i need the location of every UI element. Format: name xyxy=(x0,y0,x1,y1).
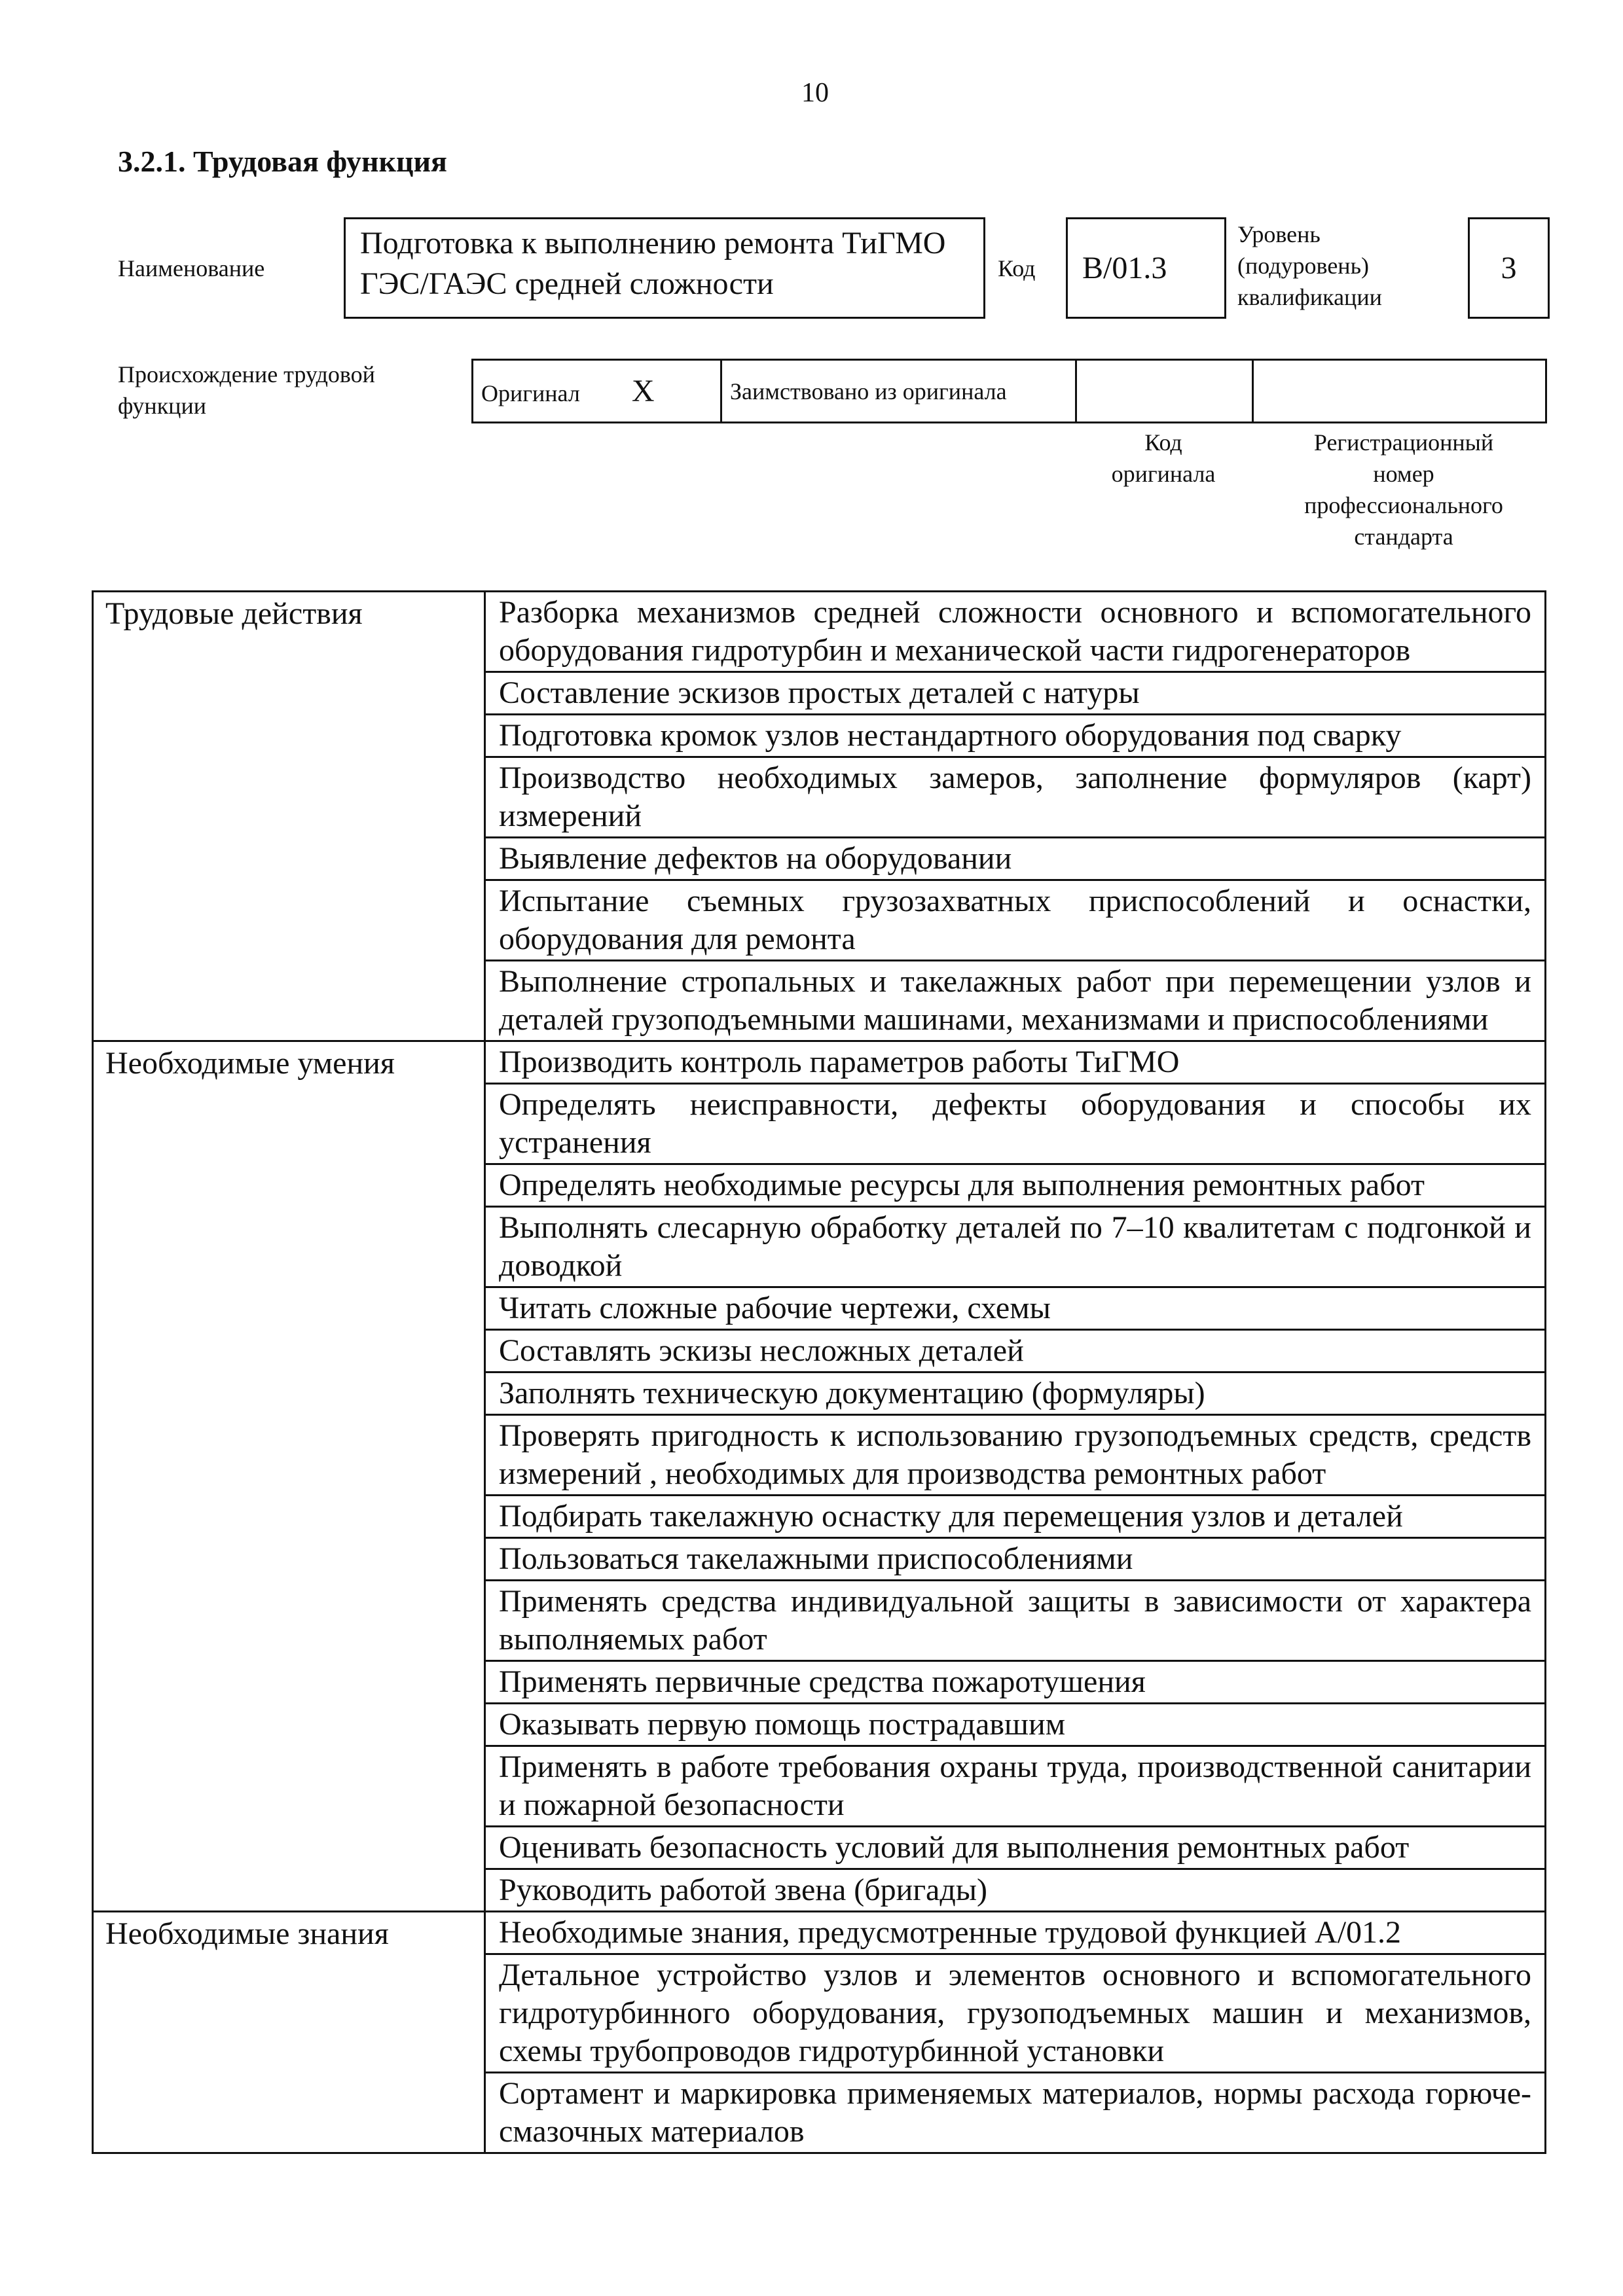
caption-line: стандарта xyxy=(1354,524,1453,550)
table-cell-item: Читать сложные рабочие чертежи, схемы xyxy=(485,1287,1546,1330)
table-cell-item: Руководить работой звена (бригады) xyxy=(485,1869,1546,1912)
table-cell-item: Определять необходимые ресурсы для выполнения ремонтных работ xyxy=(485,1164,1546,1207)
origin-label-line: функции xyxy=(118,393,206,419)
origin-code-cell xyxy=(1076,360,1253,423)
table-cell-item: Составлять эскизы несложных деталей xyxy=(485,1330,1546,1372)
level-label-line: (подуровень) xyxy=(1237,253,1369,279)
table-cell-item: Составление эскизов простых деталей с натуры xyxy=(485,672,1546,715)
level-label xyxy=(1237,219,1382,313)
table-cell-item: Применять средства индивидуальной защиты в зависимости от характера выполняемых работ xyxy=(485,1581,1546,1661)
origin-label xyxy=(118,359,375,422)
table-row xyxy=(93,592,1546,672)
origin-label-line: Происхождение трудовой xyxy=(118,361,375,387)
category-work-actions: Трудовые действия xyxy=(93,592,485,1041)
function-details-table xyxy=(92,590,1546,2154)
category-required-knowledge: Необходимые знания xyxy=(93,1912,485,2153)
table-cell-item: Заполнять техническую документацию (формуляры) xyxy=(485,1372,1546,1415)
original-label: Оригинал xyxy=(481,380,580,406)
origin-table xyxy=(471,359,1547,423)
level-label-line: квалификации xyxy=(1237,284,1382,310)
table-cell-item: Оказывать первую помощь пострадавшим xyxy=(485,1704,1546,1746)
origin-original-cell xyxy=(473,360,721,423)
code-label: Код xyxy=(998,255,1036,281)
caption-line: профессионального xyxy=(1304,492,1503,518)
section-title: 3.2.1. Трудовая функция xyxy=(118,145,447,178)
table-cell-item: Детальное устройство узлов и элементов основного и вспомогательного гидротурбинного оборудования, грузоподъемных машин и механизмов, схемы трубопроводов гидротурбинной установки xyxy=(485,1954,1546,2073)
table-cell-item: Испытание съемных грузозахватных приспособлений и оснастки, оборудования для ремонта xyxy=(485,880,1546,961)
table-cell-item: Выполнение стропальных и такелажных работ при перемещении узлов и деталей грузоподъемными машинами, механизмами и приспособлениями xyxy=(485,961,1546,1041)
caption-line: Код xyxy=(1144,429,1182,456)
origin-borrowed-cell: Заимствовано из оригинала xyxy=(721,360,1076,423)
table-cell-item: Сортамент и маркировка применяемых материалов, нормы расхода горюче-смазочных материалов xyxy=(485,2073,1546,2153)
table-cell-item: Применять первичные средства пожаротушения xyxy=(485,1661,1546,1704)
table-cell-item: Выполнять слесарную обработку деталей по 7–10 квалитетам с подгонкой и доводкой xyxy=(485,1207,1546,1287)
original-mark: X xyxy=(631,374,655,408)
origin-code-caption xyxy=(1075,427,1252,490)
caption-line: номер xyxy=(1373,461,1434,487)
level-label-line: Уровень xyxy=(1237,221,1321,247)
table-cell-item: Выявление дефектов на оборудовании xyxy=(485,838,1546,880)
origin-reg-caption xyxy=(1257,427,1550,552)
function-name-box: Подготовка к выполнению ремонта ТиГМО ГЭС/ГАЭС средней сложности xyxy=(344,217,985,319)
qualification-level-box: 3 xyxy=(1468,217,1550,319)
table-cell-item: Проверять пригодность к использованию грузоподъемных средств, средств измерений , необходимых для производства ремонтных работ xyxy=(485,1415,1546,1496)
table-cell-item: Подбирать такелажную оснастку для перемещения узлов и деталей xyxy=(485,1496,1546,1538)
table-cell-item: Разборка механизмов средней сложности основного и вспомогательного оборудования гидротурбин и механической части гидрогенераторов xyxy=(485,592,1546,672)
table-row xyxy=(93,1912,1546,1954)
page-number: 10 xyxy=(801,78,829,108)
table-cell-item: Оценивать безопасность условий для выполнения ремонтных работ xyxy=(485,1827,1546,1869)
table-cell-item: Применять в работе требования охраны труда, производственной санитарии и пожарной безопасности xyxy=(485,1746,1546,1827)
caption-line: оригинала xyxy=(1111,461,1216,487)
caption-line: Регистрационный xyxy=(1313,429,1494,456)
table-cell-item: Необходимые знания, предусмотренные трудовой функцией А/01.2 xyxy=(485,1912,1546,1954)
table-cell-item: Подготовка кромок узлов нестандартного оборудования под сварку xyxy=(485,715,1546,757)
table-cell-item: Производство необходимых замеров, заполнение формуляров (карт) измерений xyxy=(485,757,1546,838)
table-row xyxy=(93,1041,1546,1084)
function-code-box: B/01.3 xyxy=(1066,217,1226,319)
table-cell-item: Определять неисправности, дефекты оборудования и способы их устранения xyxy=(485,1084,1546,1164)
origin-reg-number-cell xyxy=(1253,360,1546,423)
category-required-skills: Необходимые умения xyxy=(93,1041,485,1912)
table-cell-item: Производить контроль параметров работы ТиГМО xyxy=(485,1041,1546,1084)
name-label: Наименование xyxy=(118,255,265,281)
table-cell-item: Пользоваться такелажными приспособлениями xyxy=(485,1538,1546,1581)
